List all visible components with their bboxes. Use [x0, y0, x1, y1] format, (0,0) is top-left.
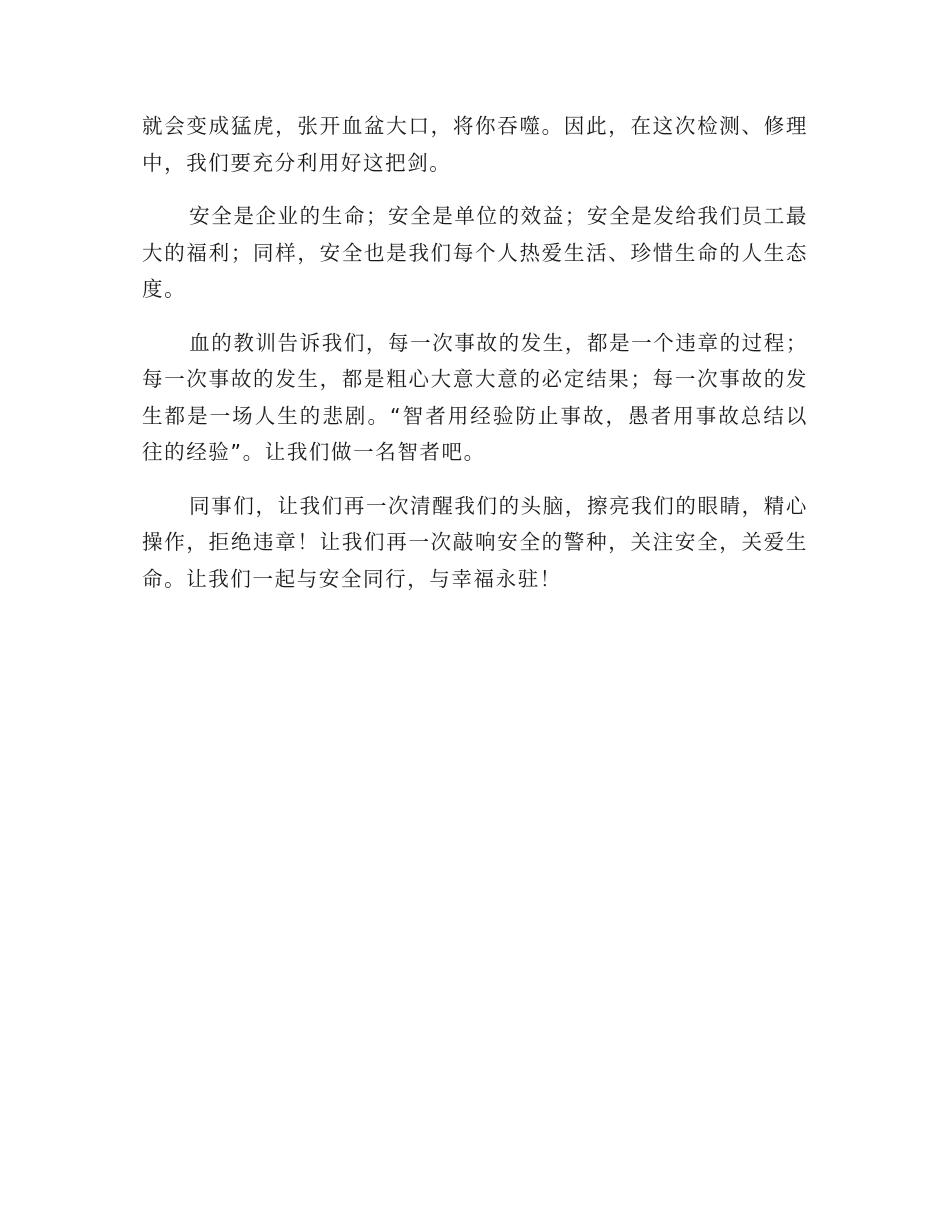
document-body [142, 108, 808, 614]
paragraph-3: 血的教训告诉我们，每一次事故的发生，都是一个违章的过程；每一次事故的发生，都是粗心大意大意的必定结果；每一次事故的发生都是一场人生的悲剧。“智者用经验防止事故，愚者用事故总结以往的经验”。让我们做一名智者吧。 [142, 330, 808, 464]
paragraph-2: 安全是企业的生命；安全是单位的效益；安全是发给我们员工最大的福利；同样，安全也是我们每个人热爱生活、珍惜生命的人生态度。 [142, 204, 808, 301]
paragraph-1: 就会变成猛虎，张开血盆大口，将你吞噬。因此，在这次检测、修理中，我们要充分利用好这把剑。 [142, 114, 808, 175]
paragraph-4: 同事们，让我们再一次清醒我们的头脑，擦亮我们的眼睛，精心操作，拒绝违章！让我们再一次敲响安全的警种，关注安全，关爱生命。让我们一起与安全同行，与幸福永驻！ [142, 493, 808, 591]
